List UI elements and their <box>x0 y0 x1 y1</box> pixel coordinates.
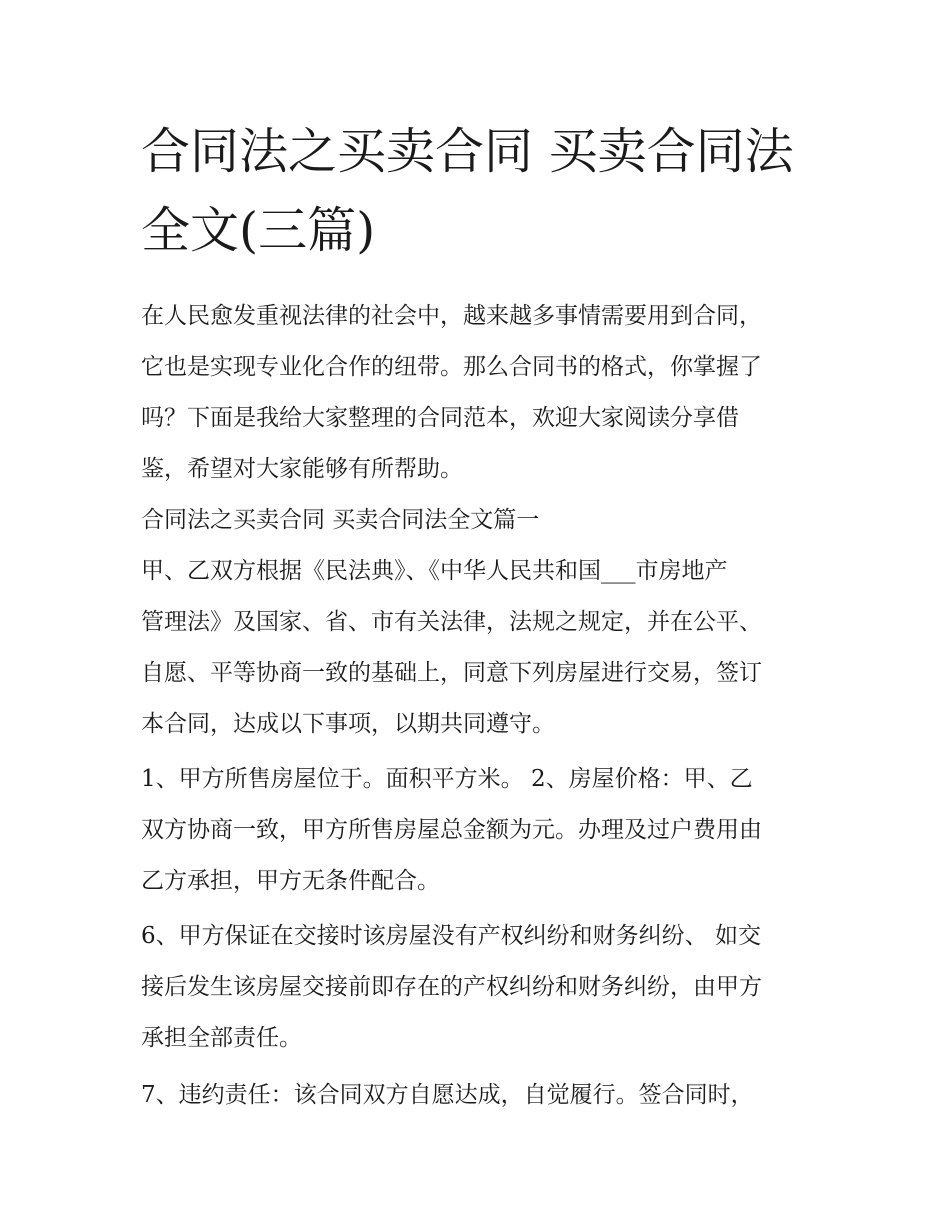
text-line: 1、甲方所售房屋位于。面积平方米。 2、房屋价格：甲、乙 <box>141 766 753 792</box>
intro-paragraph <box>141 291 813 495</box>
text-line: 合同法之买卖合同 买卖合同法全文篇一 <box>141 507 540 533</box>
title-line: 合同法之买卖合同 买卖合同法 <box>141 123 794 180</box>
text-line: 7、违约责任：该合同双方自愿达成，自觉履行。签合同时， <box>141 1082 754 1108</box>
text-line: 管理法》及国家、省、市有关法律，法规之规定，并在公平、 <box>141 609 762 635</box>
text-line: 自愿、平等协商一致的基础上，同意下列房屋进行交易，签订 <box>141 660 762 686</box>
text-line: 吗？下面是我给大家整理的合同范本，欢迎大家阅读分享借 <box>141 405 739 431</box>
clause-paragraph <box>141 911 813 1064</box>
clause-paragraph <box>141 754 813 907</box>
title-line: 全文(三篇) <box>141 202 376 259</box>
text-line: 甲、乙双方根据《民法典》、《中华人民共和国___市房地产 <box>141 558 728 584</box>
clause-paragraph <box>141 1070 813 1121</box>
text-line: 承担全部责任。 <box>141 1025 302 1051</box>
text-line: 在人民愈发重视法律的社会中，越来越多事情需要用到合同， <box>141 303 762 329</box>
text-line: 它也是实现专业化合作的纽带。那么合同书的格式，你掌握了 <box>141 354 762 380</box>
preamble-paragraph <box>141 546 813 750</box>
document-content <box>141 112 813 1121</box>
text-line: 接后发生该房屋交接前即存在的产权纠纷和财务纠纷，由甲方 <box>141 974 762 1000</box>
text-line: 乙方承担，甲方无条件配合。 <box>141 868 440 894</box>
text-line: 6、甲方保证在交接时该房屋没有产权纠纷和财务纠纷、 如交 <box>141 923 761 949</box>
section-heading <box>141 495 813 546</box>
document-body <box>141 291 813 1121</box>
text-line: 双方协商一致，甲方所售房屋总金额为元。办理及过户费用由 <box>141 817 762 843</box>
text-line: 鉴，希望对大家能够有所帮助。 <box>141 456 463 482</box>
document-title <box>141 112 813 270</box>
text-line: 本合同，达成以下事项，以期共同遵守。 <box>141 711 555 737</box>
